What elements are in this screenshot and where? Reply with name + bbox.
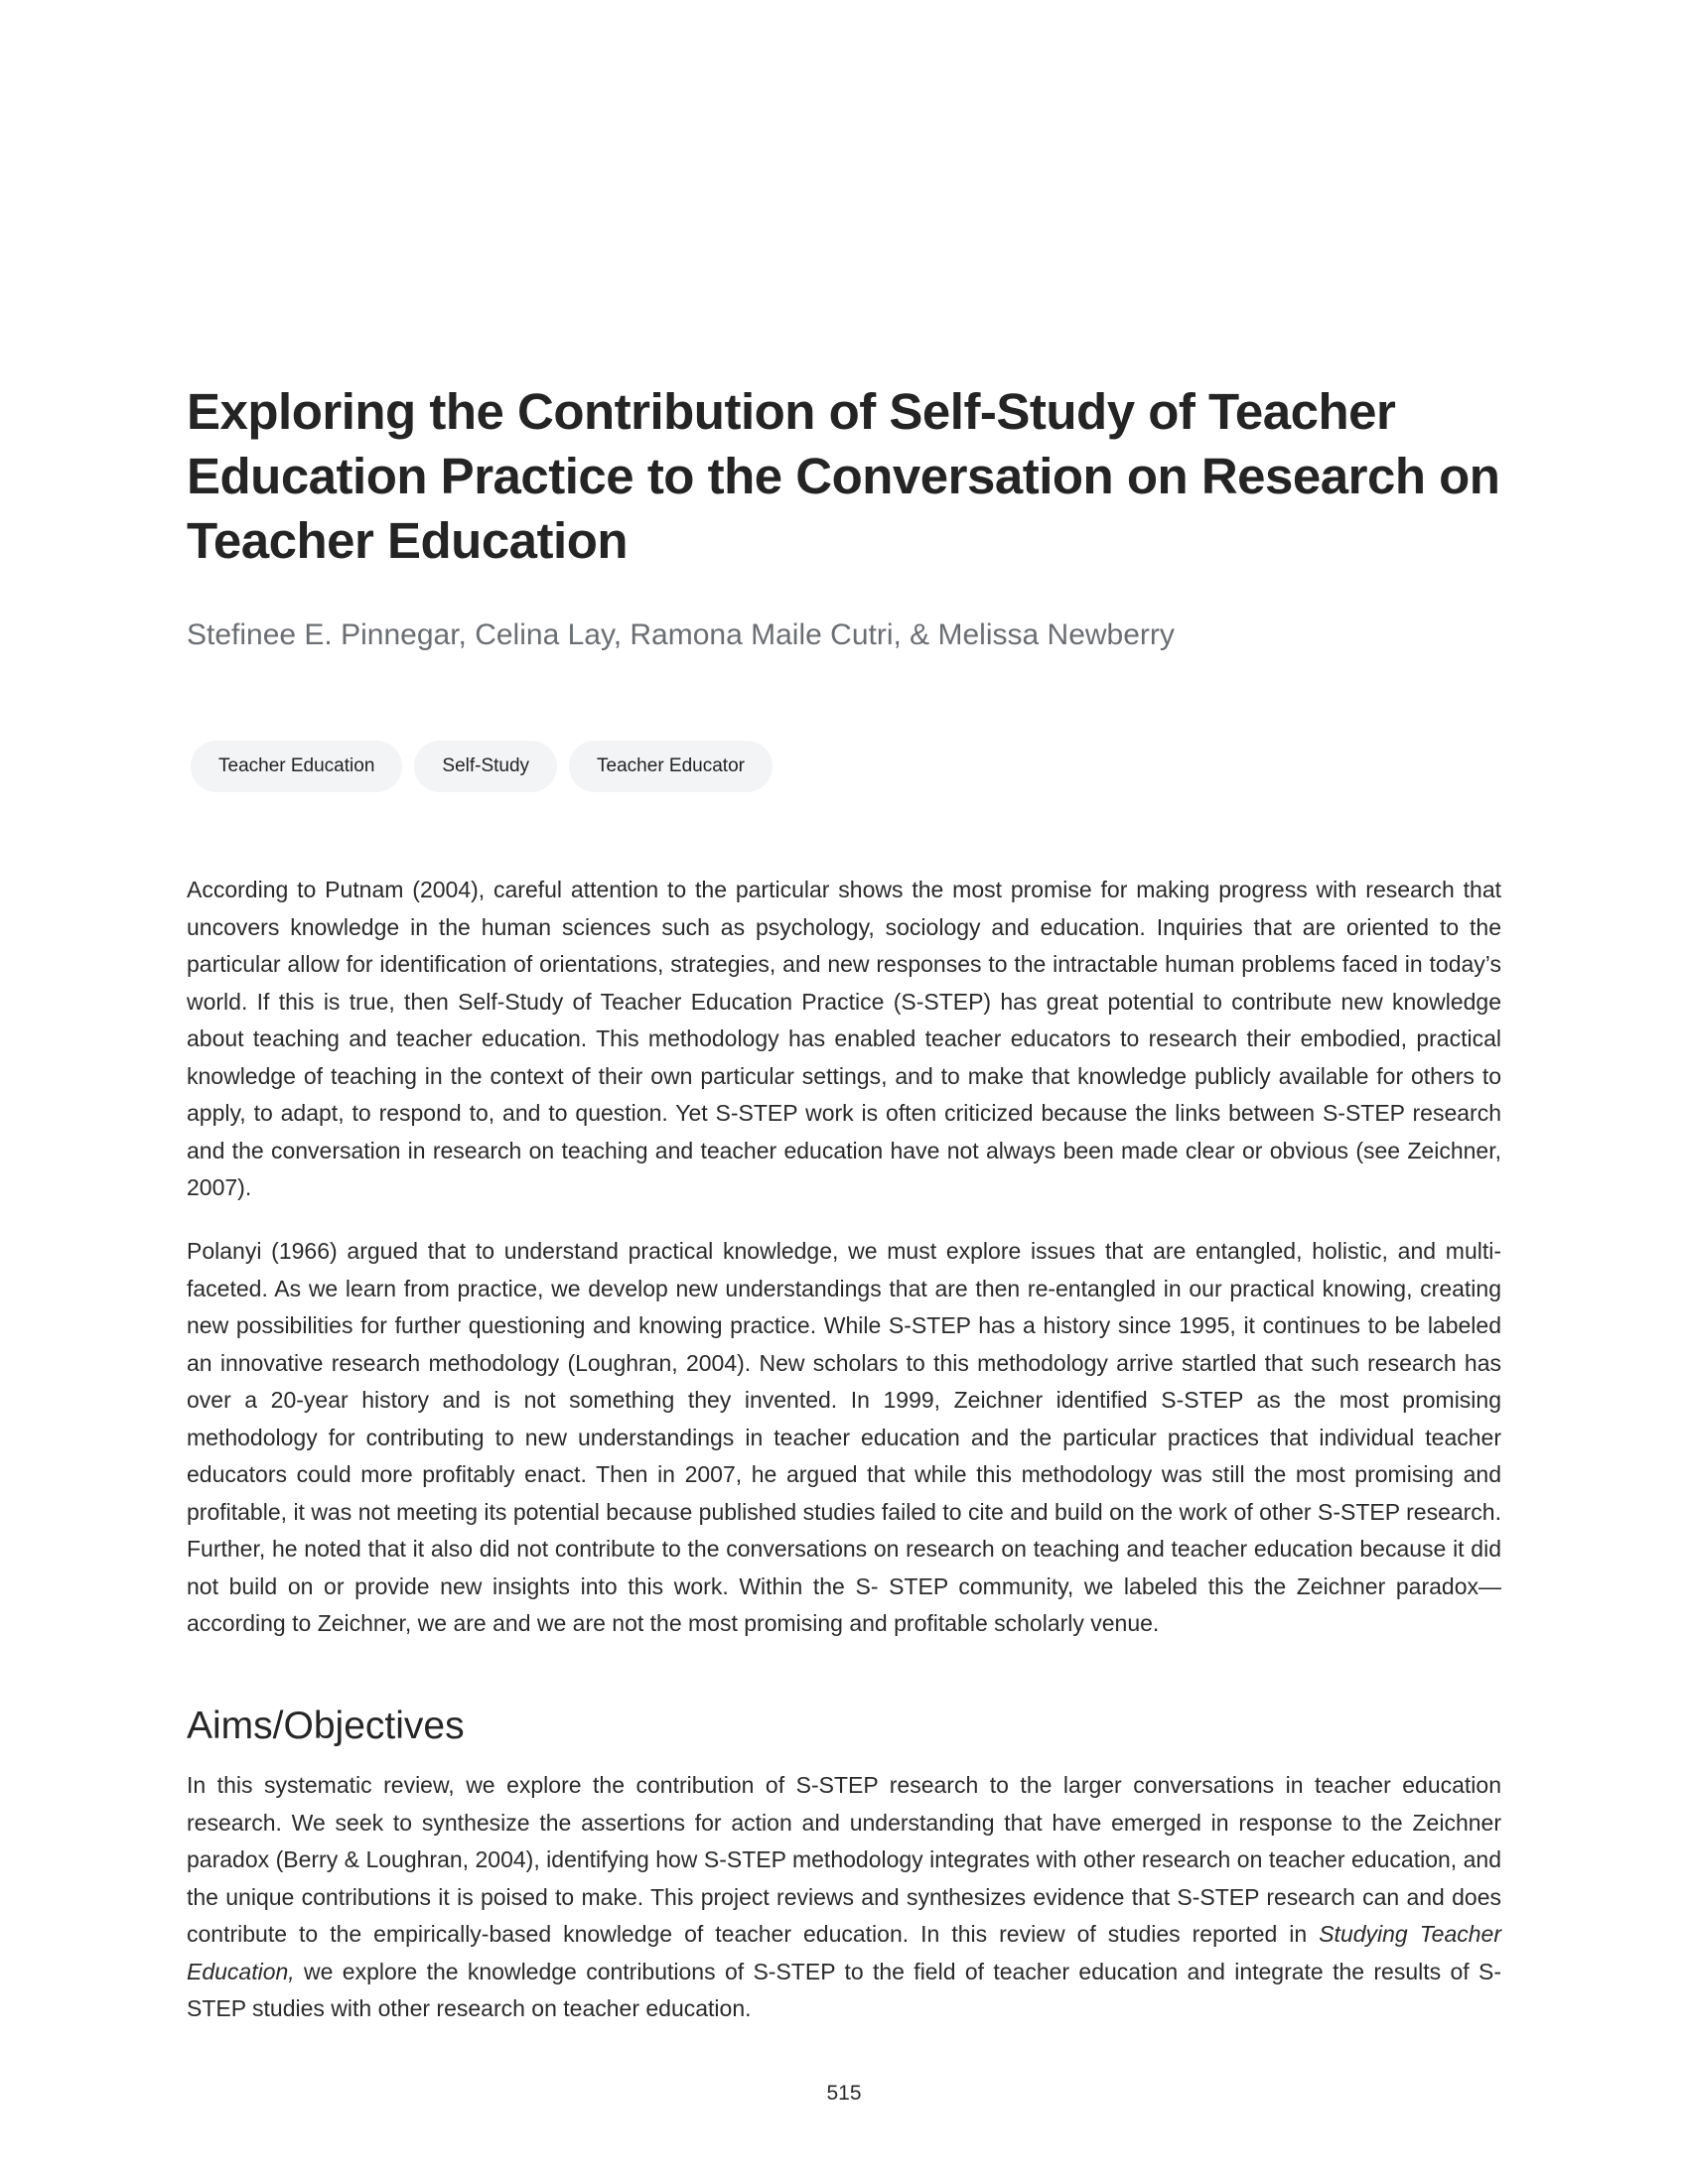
article-authors: Stefinee E. Pinnegar, Celina Lay, Ramona Maile Cutri, & Melissa Newberry [187,618,1175,651]
aims-paragraph [187,1767,1501,2028]
keyword-tags [191,741,773,792]
body-paragraph-1: According to Putnam (2004), careful attention to the particular shows the most promise for making progress with research that uncovers knowledge in the human sciences such as psychology, sociology and education. Inquiries that are oriented to the particular allow for identification of orientations, strategies, and new responses to the intractable human problems faced in today’s world. If this is true, then Self-Study of Teacher Education Practice (S-STEP) has great potential to contribute new knowledge about teaching and teacher education. This methodology has enabled teacher educators to research their embodied, practical knowledge of teaching in the context of their own particular settings, and to make that knowledge publicly available for others to apply, to adapt, to respond to, and to question. Yet S-STEP work is often criticized because the links between S-STEP research and the conversation in research on teaching and teacher education have not always been made clear or obvious (see Zeichner, 2007). [187,877,1501,1200]
article-title: Exploring the Contribution of Self-Study of Teacher Education Practice to the Conversation on Research on Teacher Education [187,383,1500,569]
tag-teacher-education[interactable]: Teacher Education [191,741,402,792]
journal-title-italic: Studying Teacher Education, [187,1921,1501,1984]
aims-paragraph-text-start: In this systematic review, we explore the contribution of S-STEP research to the larger conversations in teacher education research. We seek to synthesize the assertions for action and understanding that have emerged in response to the Zeichner paradox (Berry & Loughran, 2004), identifying how S-STEP methodology integrates with other research on teacher education, and the unique contributions it is poised to make. This project reviews and synthesizes evidence that S-STEP research can and does contribute to the empirically-based knowledge of teacher education. In this review of studies reported in [187,1772,1501,1947]
aims-paragraph-text-end: we explore the knowledge contributions of S-STEP to the field of teacher education and integrate the results of S-STEP studies with other research on teacher education. [187,1958,1501,2021]
section-heading-aims: Aims/Objectives [187,1705,465,1747]
page-number: 515 [826,2082,862,2105]
body-paragraph-2: Polanyi (1966) argued that to understand practical knowledge, we must explore issues that are entangled, holistic, and multi-faceted. As we learn from practice, we develop new understandings that are then re-entangled in our practical knowing, creating new possibilities for further questioning and knowing practice. While S-STEP has a history since 1995, it continues to be labeled an innovative research methodology (Loughran, 2004). New scholars to this methodology arrive startled that such research has over a 20-year history and is not something they invented. In 1999, Zeichner identified S-STEP as the most promising methodology for contributing to new understandings in teacher education and the particular practices that individual teacher educators could more profitably enact. Then in 2007, he argued that while this methodology was still the most promising and profitable, it was not meeting its potential because published studies failed to cite and build on the work of other S-STEP research. Further, he noted that it also did not contribute to the conversations on research on teaching and teacher education because it did not build on or provide new insights into this work. Within the S- STEP community, we labeled this the Zeichner paradox—according to Zeichner, we are and we are not the most promising and profitable scholarly venue. [187,1238,1501,1636]
tag-self-study[interactable]: Self-Study [414,741,557,792]
tag-teacher-educator[interactable]: Teacher Educator [569,741,773,792]
